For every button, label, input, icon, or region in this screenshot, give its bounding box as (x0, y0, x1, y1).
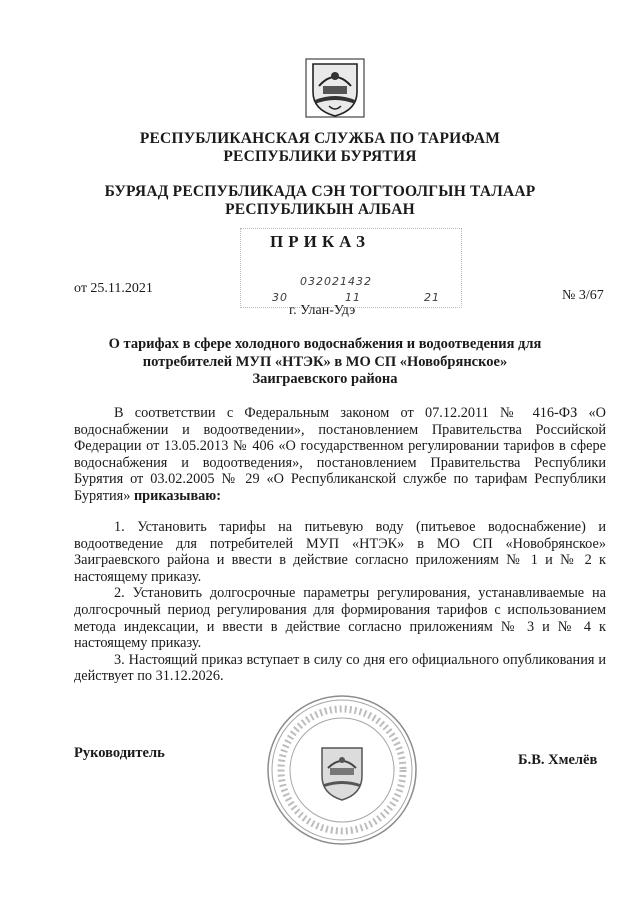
document-type-heading: ПРИКАЗ (270, 232, 370, 251)
coat-of-arms-icon (303, 56, 367, 120)
order-item: 3. Настоящий приказ вступает в силу со дня его официального опубликования и действует по 31.12.2026. (74, 651, 606, 685)
order-items (74, 519, 606, 685)
registration-month: 11 (345, 291, 361, 304)
order-date: от 25.11.2021 (74, 281, 153, 296)
order-title: О тарифах в сфере холодного водоснабжения и водоотведения для потребителей МУП «НТЭК» в МО СП «Новобрянское» Заиграевского района (108, 336, 542, 387)
order-city: г. Улан-Удэ (289, 303, 356, 318)
signatory-name: Б.В. Хмелёв (518, 752, 598, 768)
order-item: 1. Установить тарифы на питьевую воду (питьевое водоснабжение) и водоотведение для потребителей МУП «НТЭК» в МО СП «Новобрянское» Заиграевского района и ввести в действие согласно приложениям № 1 и № 2 к настоящему приказу. (74, 519, 606, 585)
order-number: № 3/67 (562, 288, 604, 303)
agency-name-buryat: БУРЯАД РЕСПУБЛИКАДА СЭН ТОГТООЛГЫН ТАЛААР РЕСПУБЛИКЫН АЛБАН (104, 183, 536, 218)
registration-day: 30 (272, 291, 288, 304)
agency-name-russian: РЕСПУБЛИКАНСКАЯ СЛУЖБА ПО ТАРИФАМ РЕСПУБЛИКИ БУРЯТИЯ (139, 130, 501, 165)
official-seal-icon (262, 690, 422, 850)
registration-number: 032021432 (300, 275, 372, 288)
preamble-text: В соответствии с Федеральным законом от 07.12.2011 № 416-ФЗ «О водоснабжении и водоотведении», постановлением Правительства Российской Федерации от 13.05.2013 № 406 «О государственном регулировании тарифов в сфере водоснабжения и водоотведения», постановлением Правительства Республики Бурятия от 03.02.2005 № 29 «О Республиканской службе по тарифам Республики Бурятия» (74, 405, 606, 504)
preamble-paragraph (74, 405, 606, 505)
registration-year: 21 (424, 291, 440, 304)
signatory-role: Руководитель (74, 745, 165, 761)
order-item: 2. Установить долгосрочные параметры регулирования, устанавливаемые на долгосрочный период регулирования для формирования тарифов с использованием метода индексации, и ввести в действие согласно приложениям № 3 и № 4 к настоящему приказу. (74, 585, 606, 652)
preamble-emphasis: приказываю: (133, 487, 221, 504)
